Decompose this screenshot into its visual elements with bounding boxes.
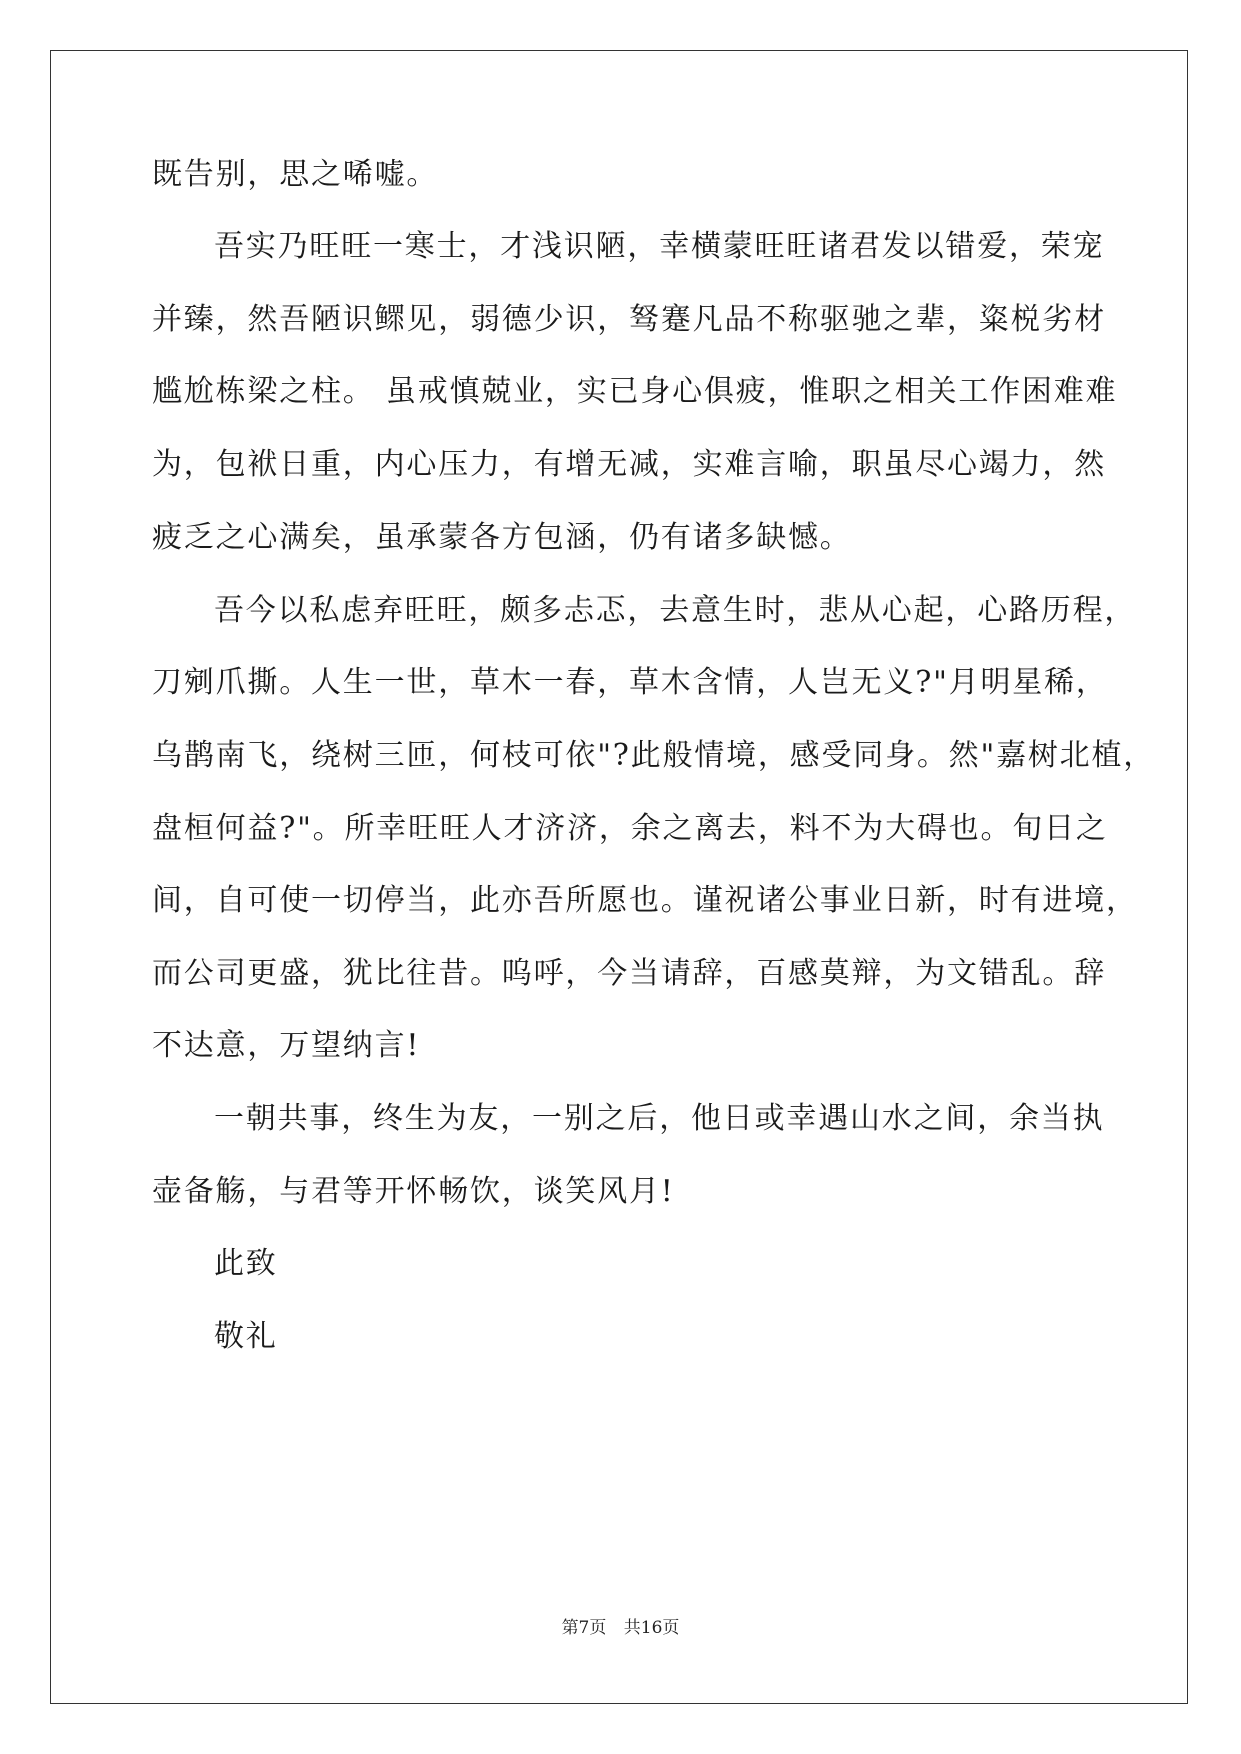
text-line: 尴尬栋梁之柱。 虽戒慎兢业，实已身心俱疲，惟职之相关工作困难难: [152, 374, 1118, 409]
text-line: 而公司更盛，犹比往昔。呜呼，今当请辞，百感莫辩，为文错乱。辞: [152, 956, 1106, 991]
page-total: 共16页: [623, 1618, 680, 1638]
text-line: 既告别，思之唏嘘。: [152, 157, 439, 192]
page-footer: [0, 1617, 1241, 1639]
text-line: 不达意，万望纳言!: [152, 1028, 421, 1063]
text-line: 乌鹊南飞，绕树三匝，何枝可依"?此般情境，感受同身。然"嘉树北植，: [152, 738, 1156, 773]
text-line: 为，包袱日重，内心压力，有增无减，实难言喻，职虽尽心竭力，然: [152, 447, 1106, 482]
text-line: 壶备觞，与君等开怀畅饮，谈笑风月!: [152, 1174, 675, 1209]
text-line: 盘桓何益?"。所幸旺旺人才济济，余之离去，料不为大碍也。旬日之: [152, 811, 1108, 846]
paragraph-start: 一朝共事，终生为友，一别之后，他日或幸遇山水之间，余当执: [214, 1101, 1105, 1136]
text-line: 并臻，然吾陋识鳏见，弱德少识，驽蹇凡品不称驱驰之辈，粢棁劣材: [152, 302, 1106, 337]
text-line: 间，自可使一切停当，此亦吾所愿也。谨祝诸公事业日新，时有进境，: [152, 883, 1138, 918]
closing-regards: 敬礼: [214, 1319, 278, 1354]
text-line: 刀剜爪撕。人生一世，草木一春，草木含情，人岂无义?"月明星稀，: [152, 665, 1108, 700]
page-frame: [50, 50, 1188, 1704]
paragraph-start: 吾今以私虑弃旺旺，颇多忐忑，去意生时，悲从心起，心路历程，: [214, 593, 1137, 628]
paragraph-start: 吾实乃旺旺一寒士，才浅识陋，幸横蒙旺旺诸君发以错爱，荣宠: [214, 229, 1105, 264]
page-number: 第7页: [561, 1618, 607, 1638]
text-line: 疲乏之心满矣，虽承蒙各方包涵，仍有诸多缺憾。: [152, 520, 852, 555]
closing-salutation: 此致: [214, 1246, 278, 1281]
